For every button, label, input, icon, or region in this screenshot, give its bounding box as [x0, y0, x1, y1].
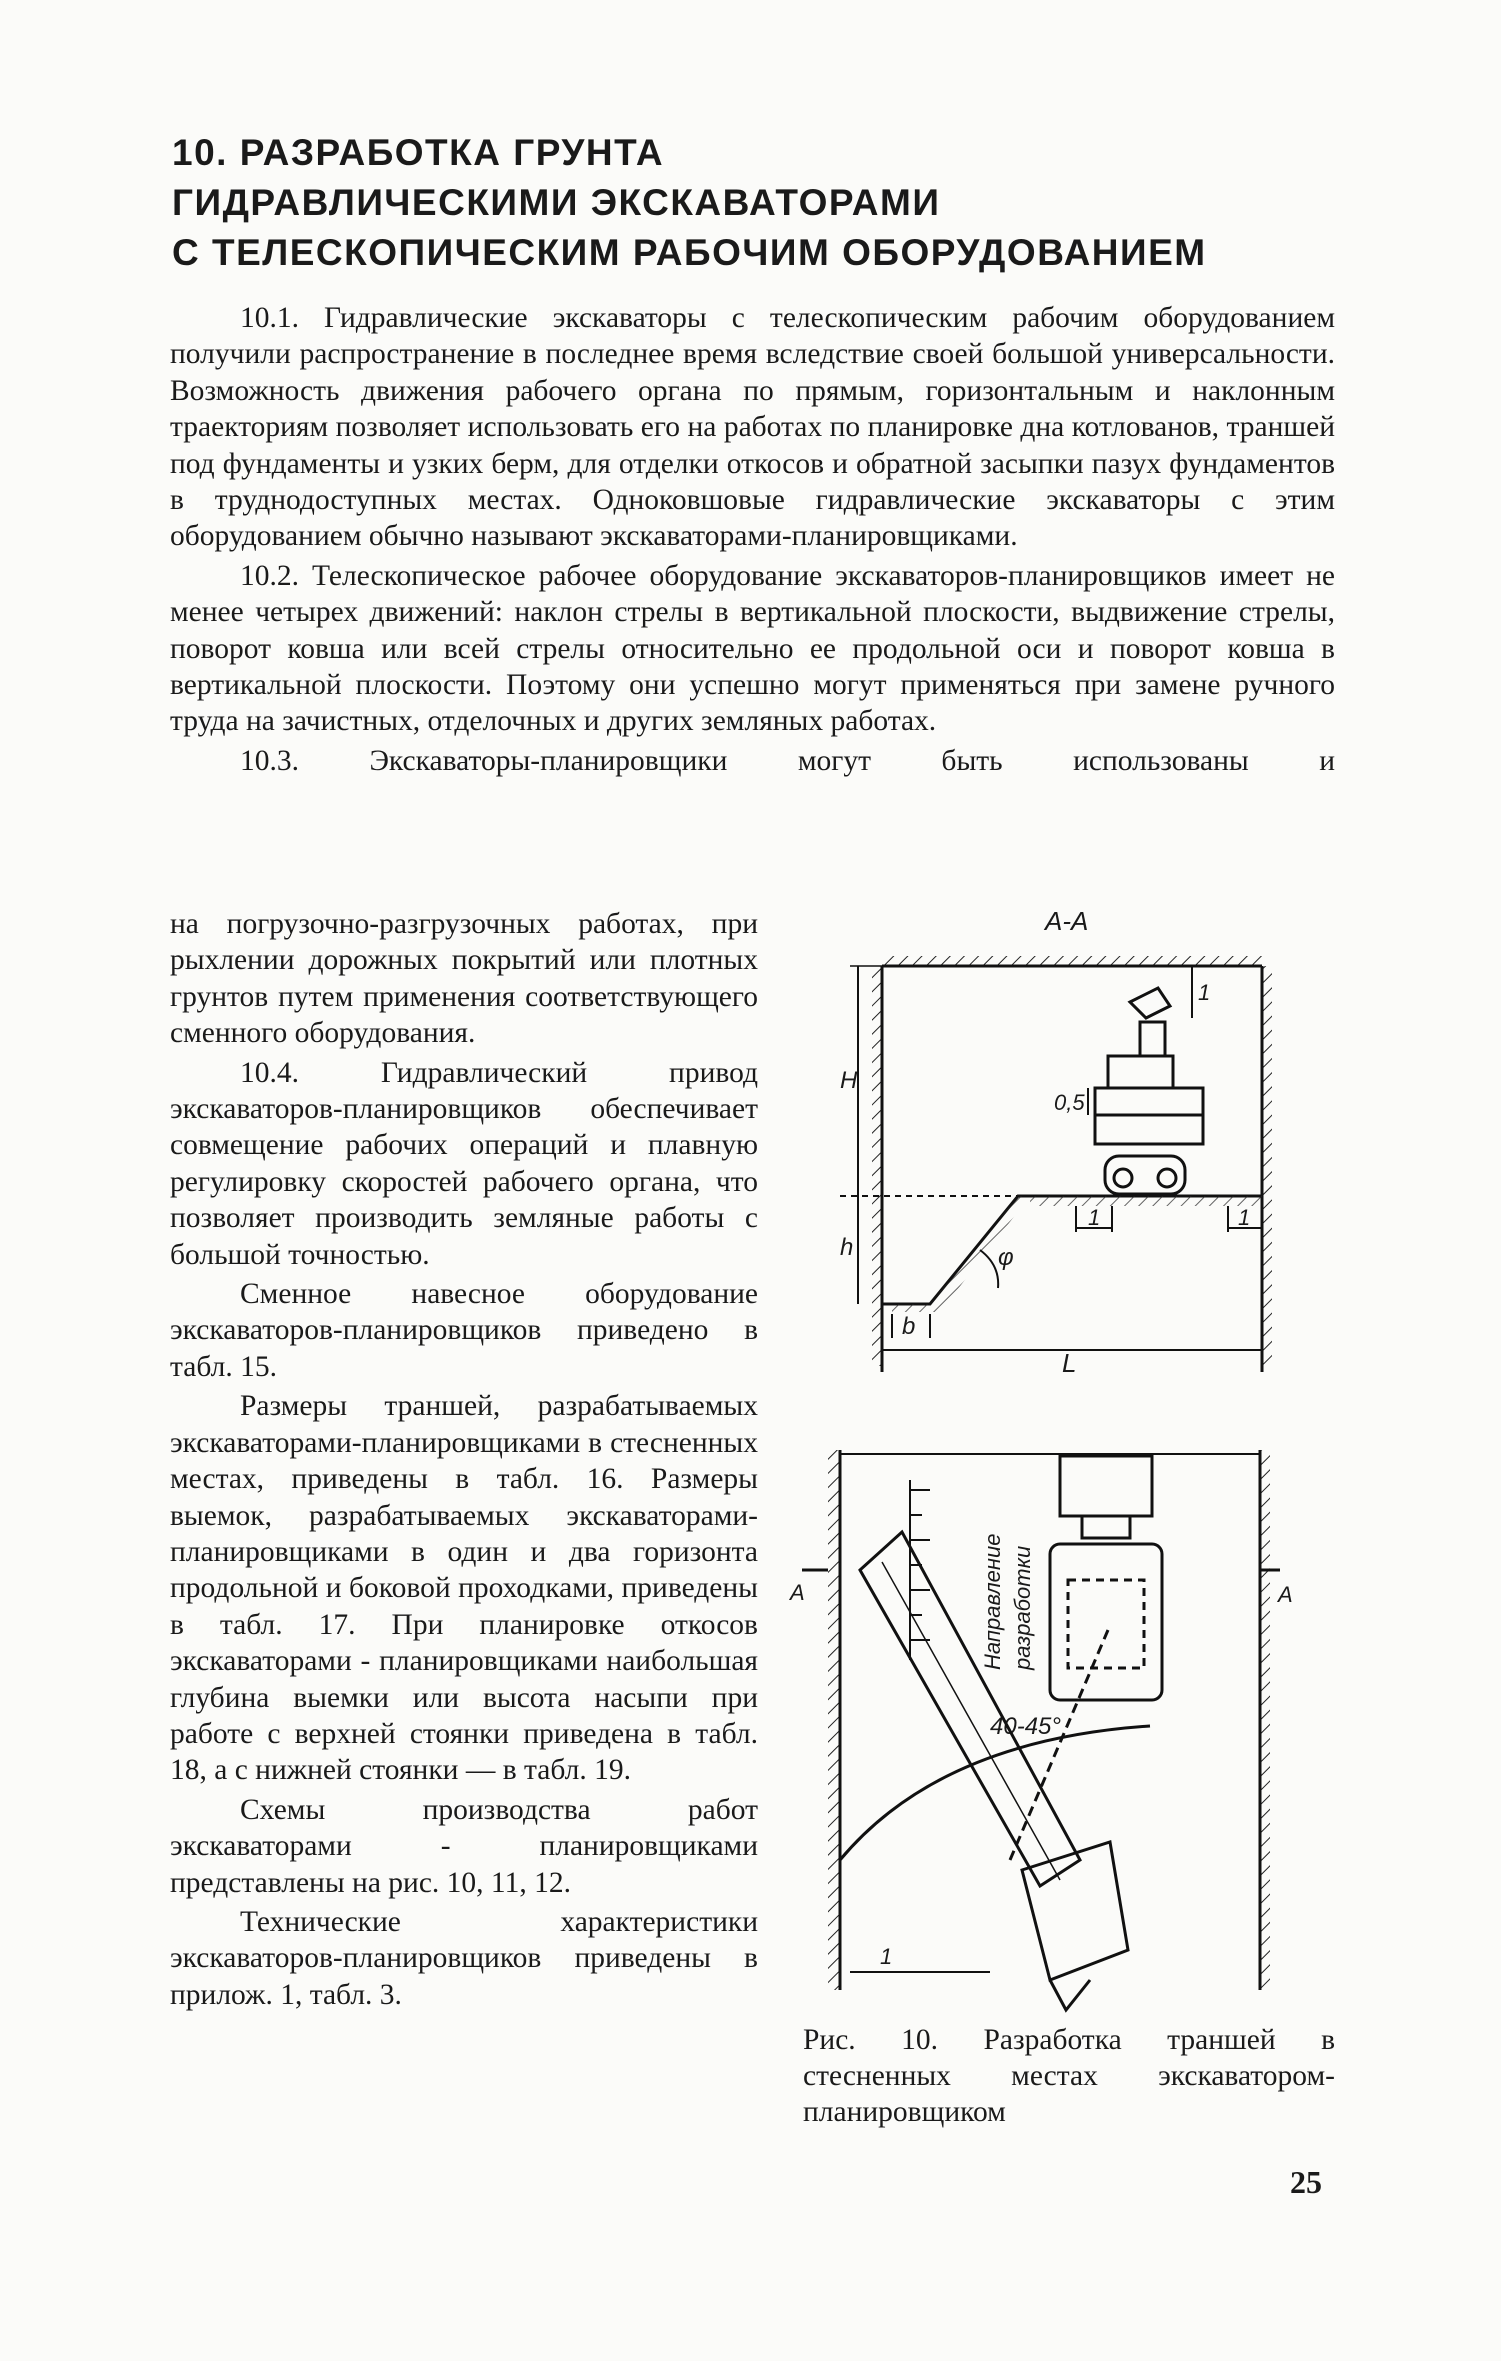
paragraph-10-3-continued: на погрузочно-разгрузочных работах, при рыхлении дорожных покрытий или плотных грунтов путем применения соответствующего сменного оборудования.	[170, 908, 758, 1050]
excavator-icon	[1095, 988, 1203, 1194]
trench-profile	[882, 1196, 1262, 1304]
figure-plan-view	[790, 1440, 1293, 2020]
paragraph-10-1: 10.1. Гидравлические экскаваторы с телескопическим рабочим оборудованием получили распространение в последнее время вследствие своей большой универсальности. Возможность движения рабочего органа по прямым, горизонтальным и наклонным траекториям позволяет использовать его на работах по планировке дна котлованов, траншей под фундаменты и узких берм, для отделки откосов и обратной засыпки пазух фундаментов в труднодоступных местах. Одноковшовые гидравлические экскаваторы с этим оборудованием обычно называют экскаваторами-планировщиками.	[170, 302, 1335, 553]
plan-left-wall	[828, 1450, 840, 1990]
paragraph-10-2: 10.2. Телескопическое рабочее оборудование экскаваторов-планировщиков имеет не менее четырех движений: наклон стрелы в вертикальной плоскости, выдвижение стрелы, поворот ковша или всей стрелы относительно ее продольной оси и поворот ковша в вертикальной плоскости. Поэтому они успешно могут применяться при замене ручного труда на зачистных, отделочных и других земляных работах.	[170, 559, 1335, 738]
paragraph-tech-specs: Технические характеристики экскаваторов-планировщиков приведены в прилож. 1, табл. 3.	[170, 1905, 758, 2011]
paragraph-trench-sizes: Размеры траншей, разрабатываемых экскаваторами-планировщиками в стесненных местах, приведены в табл. 16. Размеры выемок, разрабатываемых экскаваторами-планировщиками в один и два горизонта продольной и боковой проходками, приведены в табл. 17. При планировке откосов экскаваторами - планировщиками наибольшая глубина выемки или высота насыпи при работе с верхней стоянки приведена в табл. 18, а с нижней стоянки — в табл. 19.	[170, 1390, 758, 1787]
dim-h: h	[840, 1234, 854, 1261]
figure-caption: Рис. 10. Разработка траншей в стесненных местах экскаватором-планировщиком	[803, 2024, 1335, 2128]
heading-line-3: С ТЕЛЕСКОПИЧЕСКИМ РАБОЧИМ ОБОРУДОВАНИЕМ	[172, 232, 1207, 273]
section-marker-left: А	[790, 1580, 805, 1605]
paragraph-10-3-first-line: 10.3. Экскаваторы-планировщики могут быть использованы и	[240, 744, 1335, 777]
dim-b: b	[902, 1313, 916, 1340]
plan-excavator-icon	[1050, 1456, 1162, 1700]
heading-line-2: ГИДРАВЛИЧЕСКИМИ ЭКСКАВАТОРАМИ	[172, 182, 941, 223]
dim-H: H	[840, 1067, 858, 1094]
page-number: 25	[1290, 2164, 1322, 2200]
paragraph-equipment: Сменное навесное оборудование экскаваторов-планировщиков приведено в табл. 15.	[170, 1278, 758, 1383]
section-marker-right: А	[1278, 1582, 1293, 1607]
dim-L: L	[1062, 1348, 1077, 1378]
slewing-arc	[840, 1726, 1150, 1860]
paragraph-10-4: 10.4. Гидравлический привод экскаваторов-планировщиков обеспечивает совмещение рабочих операций и плавную регулировку скоростей рабочего органа, что позволяет производить земляные работы с большой точностью.	[170, 1056, 758, 1271]
direction-label-2: разработки	[1010, 1545, 1035, 1670]
dim-one-wall: 1	[1238, 1205, 1251, 1230]
paragraph-schemes: Схемы производства работ экскаваторами - планировщиками представлены на рис. 10, 11, 12.	[170, 1793, 758, 1899]
angle-label: 40-45°	[990, 1713, 1061, 1740]
heading-line-1: 10. РАЗРАБОТКА ГРУНТА	[172, 132, 665, 173]
section-heading	[172, 128, 1352, 278]
section-label: А-А	[1045, 906, 1089, 936]
dim-half: 0,5	[1054, 1090, 1085, 1115]
plan-dim-one: 1	[880, 1944, 893, 1969]
body-text-left-column	[170, 906, 758, 2013]
dim-one-top: 1	[1198, 980, 1211, 1005]
dim-one-ground: 1	[1088, 1205, 1101, 1230]
dim-phi: φ	[998, 1244, 1014, 1271]
body-text-full-width	[170, 300, 1335, 779]
figure-section-aa	[840, 906, 1290, 1380]
direction-label-1: Направление	[980, 1533, 1005, 1670]
